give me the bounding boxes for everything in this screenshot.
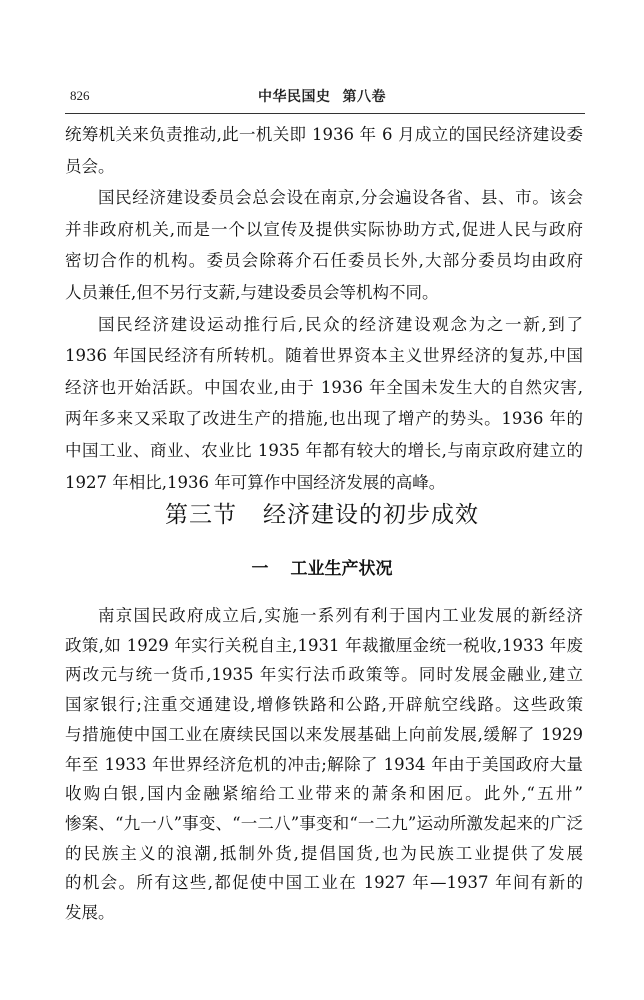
text-line: 并非政府机关,而是一个以宣传及提供实际协助方式,促进人民与政府 [65, 219, 583, 239]
text-line: 国民经济建设委员会总会设在南京,分会遍设各省、县、市。该会 [98, 188, 583, 208]
section-number: 第三节 [165, 502, 237, 528]
text-line: 1936 年国民经济有所转机。随着世界资本主义世界经济的复苏,中国 [65, 346, 583, 366]
text-line: 经济也开始活跃。中国农业,由于 1936 年全国未发生大的自然灾害, [65, 377, 583, 397]
text-line: 收购白银,国内金融紧缩给工业带来的萧条和困厄。此外,“五卅” [65, 784, 583, 804]
subsection-title: 工业生产状况 [290, 559, 393, 579]
text-line: 两年多来又采取了改进生产的措施,也出现了增产的势头。1936 年的 [65, 409, 583, 429]
section-heading [0, 496, 644, 529]
text-line: 1927 年相比,1936 年可算作中国经济发展的高峰。 [65, 472, 446, 492]
header-divider [65, 113, 585, 114]
text-line: 年至 1933 年世界经济危机的冲击;解除了 1934 年由于美国政府大量 [65, 754, 583, 774]
text-line: 惨案、“九一八”事变、“一二八”事变和“一二九”运动所激发起来的广泛 [65, 813, 583, 833]
text-line: 统筹机关来负责推动,此一机关即 1936 年 6 月成立的国民经济建设委 [65, 125, 583, 144]
text-line: 中国工业、商业、农业比 1935 年都有较大的增长,与南京政府建立的 [65, 441, 583, 460]
section-title: 经济建设的初步成效 [263, 502, 479, 528]
running-header [0, 86, 644, 106]
subsection-number: 一 [251, 559, 269, 579]
text-line: 员会。 [65, 156, 115, 176]
page-number: 826 [70, 88, 90, 103]
book-title: 中华民国史 [258, 89, 331, 105]
text-line: 政策,如 1929 年实行关税自主,1931 年裁撤厘金统一税收,1933 年废 [65, 635, 583, 655]
subsection-heading [0, 554, 644, 579]
text-line: 南京国民政府成立后,实施一系列有利于国内工业发展的新经济 [98, 606, 583, 625]
text-line: 人员兼任,但不另行支薪,与建设委员会等机构不同。 [65, 283, 439, 302]
text-line: 的民族主义的浪潮,抵制外货,提倡国货,也为民族工业提供了发展 [65, 843, 583, 863]
text-line: 国家银行;注重交通建设,增修铁路和公路,开辟航空线路。这些政策 [65, 695, 583, 715]
text-line: 密切合作的机构。委员会除蒋介石任委员长外,大部分委员均由政府 [65, 251, 583, 271]
text-line: 发展。 [65, 903, 115, 922]
text-line: 与措施使中国工业在赓续民国以来发展基础上向前发展,缓解了 1929 [65, 724, 583, 744]
text-line: 国民经济建设运动推行后,民众的经济建设观念为之一新,到了 [98, 314, 583, 334]
text-line: 的机会。所有这些,都促使中国工业在 1927 年—1937 年间有新的 [65, 873, 583, 893]
volume-label: 第八卷 [342, 89, 386, 105]
text-line: 两改元与统一货币,1935 年实行法币政策等。同时发展金融业,建立 [65, 665, 583, 685]
